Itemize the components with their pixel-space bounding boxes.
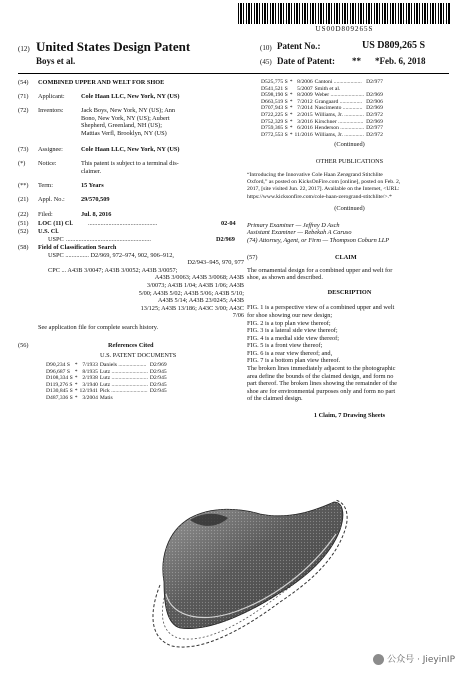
appl-no: 29/570,509 (81, 196, 110, 203)
citation-class: D2/972 (366, 111, 383, 118)
figure-line: FIG. 5 is a front view thereof; (247, 342, 323, 350)
citation-number: D598,190 S (261, 92, 288, 99)
loc-label: LOC (11) Cl. (38, 220, 73, 227)
field-52 (18, 228, 243, 236)
barcode (238, 3, 451, 24)
citation-number: D759,365 S (261, 125, 288, 132)
code-58: (58) (18, 244, 29, 251)
class-line: A43B 3/0063; A43B 3/0068; A43B (154, 274, 244, 282)
citation-star: * (74, 375, 78, 382)
loc-value: 02-04 (221, 220, 236, 227)
barcode-number: US00D809265S (315, 25, 374, 33)
class-line: D2/943–945, 970, 977 (187, 259, 244, 267)
citation-row (46, 362, 169, 369)
authors: Boys et al. (36, 56, 76, 66)
claims-summary: 1 Claim, 7 Drawing Sheets (313, 412, 386, 420)
field-52-uspc (18, 236, 243, 244)
date-stars: ** (352, 56, 361, 66)
field-51 (18, 220, 243, 228)
citation-inventor: Williams, Jr. .............. (314, 131, 364, 138)
figure-line: FIG. 3 is a lateral side view thereof; (247, 327, 338, 335)
class-line: CPC ... A43B 3/0047; A43B 3/0052; A43B 3/0057; (48, 266, 178, 274)
citation-number: D90,234 S (46, 362, 70, 368)
applicant: Cole Haan LLC, New York, NY (US) (81, 93, 180, 100)
citation-number: D663,519 S (261, 98, 288, 105)
watermark (373, 652, 455, 665)
field-73 (18, 146, 243, 160)
citation-date: 2/2015 (297, 111, 313, 118)
citation-row (261, 92, 385, 99)
citation-class (150, 395, 169, 402)
other-publications-title: OTHER PUBLICATIONS (315, 157, 384, 165)
citation-class: D2/969 (366, 105, 383, 112)
claim-line: shoe, as shown and described. (247, 274, 323, 282)
class-line: 7/06 (232, 312, 244, 320)
citation-inventor: Cantoni .................... (314, 79, 362, 85)
left-column (18, 79, 243, 402)
claim-line: The ornamental design for a combined upper and welt for (247, 266, 393, 274)
citation-number: D541,521 S (261, 85, 288, 92)
figure-descriptions (247, 304, 452, 403)
citation-inventor: Lutz .......................... (99, 381, 148, 388)
field-search-label: Field of Classification Search (38, 244, 117, 251)
citation-inventor: Henderson ................. (314, 125, 365, 132)
term-label: Term: (38, 182, 53, 189)
field-21 (18, 196, 243, 210)
field-58 (18, 244, 243, 324)
continued-2: (Continued) (334, 205, 365, 213)
citation-class: D2/945 (149, 388, 167, 395)
citation-row (46, 369, 169, 376)
citation-class: D2/977 (366, 125, 383, 132)
date-label: Date of Patent: (277, 56, 335, 66)
citation-date: 3/2016 (297, 118, 313, 125)
field-54 (18, 79, 243, 93)
citation-inventor: Weber ........................ (314, 92, 365, 99)
continued-1: (Continued) (334, 141, 365, 149)
citation-class: D2/969 (366, 118, 383, 125)
citation-date: 8/2006 (297, 79, 313, 85)
inventor-line: Jack Boys, New York, NY (US); Ann (81, 107, 176, 114)
citation-inventor: Grangaard ................ (314, 98, 363, 105)
citation-number: D752,329 S (261, 118, 288, 125)
design-title: COMBINED UPPER AND WELT FOR SHOE (38, 79, 165, 86)
figure-line: FIG. 4 is a medial side view thereof; (247, 334, 339, 342)
class-line: 13/125; A43B 13/186; A43C 3/00; A43C (140, 304, 244, 312)
citation-date: 7/1933 (82, 362, 98, 368)
code-57: (57) (247, 253, 258, 261)
class-line: USPC ............... D2/969, 972–974, 902, 906–912, (48, 251, 174, 259)
citation-date: 11/2016 (294, 131, 313, 138)
primary-examiner: Primary Examiner — Jeffrey D Asch (247, 221, 340, 229)
filed-date: Jul. 8, 2016 (81, 211, 112, 218)
code-notice: (*) (18, 160, 26, 167)
class-line: A43B 5/14; A43B 23/0245; A43B (157, 297, 244, 305)
right-citations-table (261, 79, 385, 138)
citation-inventor: Smith et al. (314, 85, 341, 92)
citation-inventor: Williams, Jr. .............. (314, 111, 364, 118)
citation-star: * (289, 92, 293, 99)
inventors (81, 107, 175, 137)
citation-number: D108,334 S (46, 375, 73, 382)
citation-inventor: Lutz .......................... (99, 375, 148, 382)
class-line: 3/0073; A43B 1/04; A43B 1/06; A43B (146, 281, 244, 289)
figure-line: shoe are for environmental purposes only and form no part (247, 387, 396, 395)
figure-line: area define the bounds of the claimed design, and form no (247, 372, 394, 380)
citation-date: 8/1935 (82, 368, 98, 375)
citation-number: D487,336 S (46, 394, 73, 401)
citation-row (261, 86, 385, 93)
citation-star: * (289, 79, 293, 85)
field-72 (18, 107, 243, 144)
header-rule (18, 73, 449, 74)
citation-number: D722,225 S (261, 111, 288, 118)
citation-row (261, 119, 385, 126)
citation-class (366, 86, 385, 93)
citation-row (261, 99, 385, 106)
term-value: 15 Years (81, 182, 104, 189)
citation-star: * (289, 125, 293, 132)
citation-row (261, 105, 385, 112)
notice-label: Notice: (38, 160, 57, 167)
code-10: (10) (260, 44, 272, 52)
field-56 (18, 342, 243, 352)
publication-line: Oxford,” as posted on KicksOnFire.com [online], posted on Feb. 2, (247, 178, 401, 185)
citation-class: D2/906 (366, 98, 383, 105)
code-72: (72) (18, 107, 29, 114)
us-cl-label: U.S. Cl. (38, 228, 59, 235)
notice-line: This patent is subject to a terminal dis- (81, 160, 179, 167)
watermark-text: 公众号 · JieyinIP (387, 655, 455, 665)
citation-date: 8/2009 (297, 92, 313, 99)
us-patent-docs-header (18, 352, 243, 362)
other-publications (247, 172, 452, 202)
citation-date: 12/1941 (79, 388, 98, 395)
appl-no-label: Appl. No.: (38, 196, 65, 203)
code-56: (56) (18, 342, 29, 349)
claim-header (247, 254, 452, 264)
field-71 (18, 93, 243, 107)
code-45: (45) (260, 58, 272, 66)
figure-line: for shoe showing our new design; (247, 311, 333, 319)
code-73: (73) (18, 146, 29, 153)
inventor-line: Mattias Verfl, Brooklyn, NY (US) (81, 129, 167, 137)
code-term: (**) (18, 182, 29, 189)
claim-title: CLAIM (335, 253, 357, 261)
citation-row (46, 382, 169, 389)
citation-star: * (289, 118, 293, 125)
publication-line: https://www.kicksonfire.com/cole-haan-zerogrand-stitchlite/>.* (247, 193, 392, 200)
claim-text (247, 267, 452, 282)
citation-inventor: Pick .......................... (99, 388, 148, 395)
citation-star: * (74, 381, 78, 388)
citation-star: * (289, 111, 293, 118)
citation-class: D2/945 (149, 375, 167, 382)
citation-inventor: Daniels .................... (99, 362, 147, 368)
citation-class: D2/969 (149, 362, 167, 368)
uspc-label: USPC (48, 236, 64, 243)
right-column (247, 79, 452, 420)
references-cited-label: References Cited (108, 342, 154, 349)
citation-number: D772,553 S (261, 131, 288, 138)
patent-no-label: Patent No.: (277, 41, 321, 51)
citation-row (46, 395, 169, 402)
code-52: (52) (18, 228, 29, 235)
citation-row (261, 132, 385, 139)
citation-row (261, 112, 385, 119)
code-21: (21) (18, 196, 29, 203)
publication-line: 2017, [site visited Jun. 22, 2017]. Available on the Internet, <URL: (247, 186, 400, 193)
field-term (18, 182, 243, 196)
citation-class: D2/945 (149, 381, 167, 388)
citation-inventor: Nascimento .............. (314, 105, 363, 112)
figure-line: FIG. 7 is a bottom plan view thereof. (247, 357, 341, 365)
citation-star: * (289, 98, 293, 105)
loc-dots: ............................................ (88, 220, 158, 227)
citation-date: 7/2014 (297, 105, 313, 112)
citation-number: D119,276 S (46, 381, 73, 388)
classification-lines (48, 252, 244, 320)
citation-class: D2/977 (366, 79, 383, 85)
citation-class: D2/969 (366, 92, 383, 99)
assignee: Cole Haan LLC, New York, NY (US) (81, 146, 180, 153)
citation-star: * (289, 105, 293, 112)
citation-inventor: Lutz .......................... (99, 368, 148, 375)
applicant-label: Applicant: (38, 93, 65, 100)
citation-row (261, 125, 385, 132)
assignee-label: Assignee: (38, 146, 63, 153)
class-line: 5/00; A43B 5/02; A43B 5/06; A43B 5/10; (138, 289, 244, 297)
field-notice (18, 160, 243, 182)
date-of-patent: *Feb. 6, 2018 (375, 56, 426, 66)
figure-line: FIG. 2 is a top plan view thereof; (247, 319, 331, 327)
citation-star: * (289, 131, 293, 138)
citation-number: D96,687 S (46, 368, 70, 375)
citation-number: D525,775 S (261, 79, 288, 85)
inventors-label: Inventors: (38, 107, 64, 114)
citation-row (46, 388, 169, 395)
citation-row (261, 79, 385, 86)
inventor-line: Shepherd, Greenland, NH (US); (81, 122, 162, 130)
figure-line: of the claimed design. (247, 395, 303, 403)
code-71: (71) (18, 93, 29, 100)
figure-line: FIG. 6 is a rear view thereof; and, (247, 349, 333, 357)
left-citations-table (46, 362, 169, 402)
citation-row (46, 375, 169, 382)
figure-line: part thereof. The broken lines showing the remainder of the (247, 380, 397, 388)
citation-number: D707,943 S (261, 105, 288, 112)
citation-class: D2/945 (149, 368, 167, 375)
citation-star: * (74, 368, 78, 375)
publication-line: “Introducing the Innovative Cole Haan Zerøgrand Stitchlite (247, 171, 383, 178)
citation-star: * (74, 388, 78, 395)
notice-text (81, 160, 179, 175)
patent-number: US D809,265 S (362, 40, 426, 51)
inventor-line: Bono, New York, NY (US); Aubert (81, 114, 170, 122)
citation-date: 5/2007 (297, 85, 313, 92)
attorney: (74) Attorney, Agent, or Firm — Thompson Coburn LLP (247, 236, 390, 244)
document-title: United States Design Patent (36, 39, 191, 54)
citation-star: * (74, 394, 78, 401)
citation-inventor: Matis (99, 394, 113, 401)
citation-class: D2/972 (366, 131, 383, 138)
citation-date: 3/1940 (82, 381, 98, 388)
search-history (18, 324, 243, 342)
code-22: (22) (18, 211, 29, 218)
uspc-dots: ...................................................... (66, 236, 152, 243)
citation-date: 2/1938 (82, 375, 98, 382)
see-also-text: See application file for complete search history. (38, 324, 159, 331)
figure-line: FIG. 1 is a perspective view of a combined upper and welt (247, 304, 395, 312)
uspc-value: D2/969 (216, 236, 235, 243)
citation-date: 7/2012 (297, 98, 313, 105)
code-51: (51) (18, 220, 29, 227)
description-title: DESCRIPTION (327, 288, 372, 296)
citation-star: * (74, 362, 78, 368)
us-patent-docs-label: U.S. PATENT DOCUMENTS (100, 352, 177, 359)
shoe-drawing (120, 490, 360, 652)
field-22 (18, 211, 243, 220)
citation-number: D130,845 S (46, 388, 73, 395)
wechat-icon (373, 654, 384, 665)
filed-label: Filed: (38, 211, 53, 218)
notice-line: claimer. (81, 167, 102, 175)
code-12: (12) (18, 45, 30, 53)
code-54: (54) (18, 79, 29, 86)
citation-inventor: Kirschner .................. (314, 118, 364, 125)
figure-line: The broken lines immediately adjacent to the photographic (247, 365, 396, 373)
citation-date: 6/2016 (297, 125, 313, 132)
citation-date: 3/2004 (82, 394, 98, 401)
assistant-examiner: Assistant Examiner — Rebekah A Caruso (247, 229, 352, 237)
